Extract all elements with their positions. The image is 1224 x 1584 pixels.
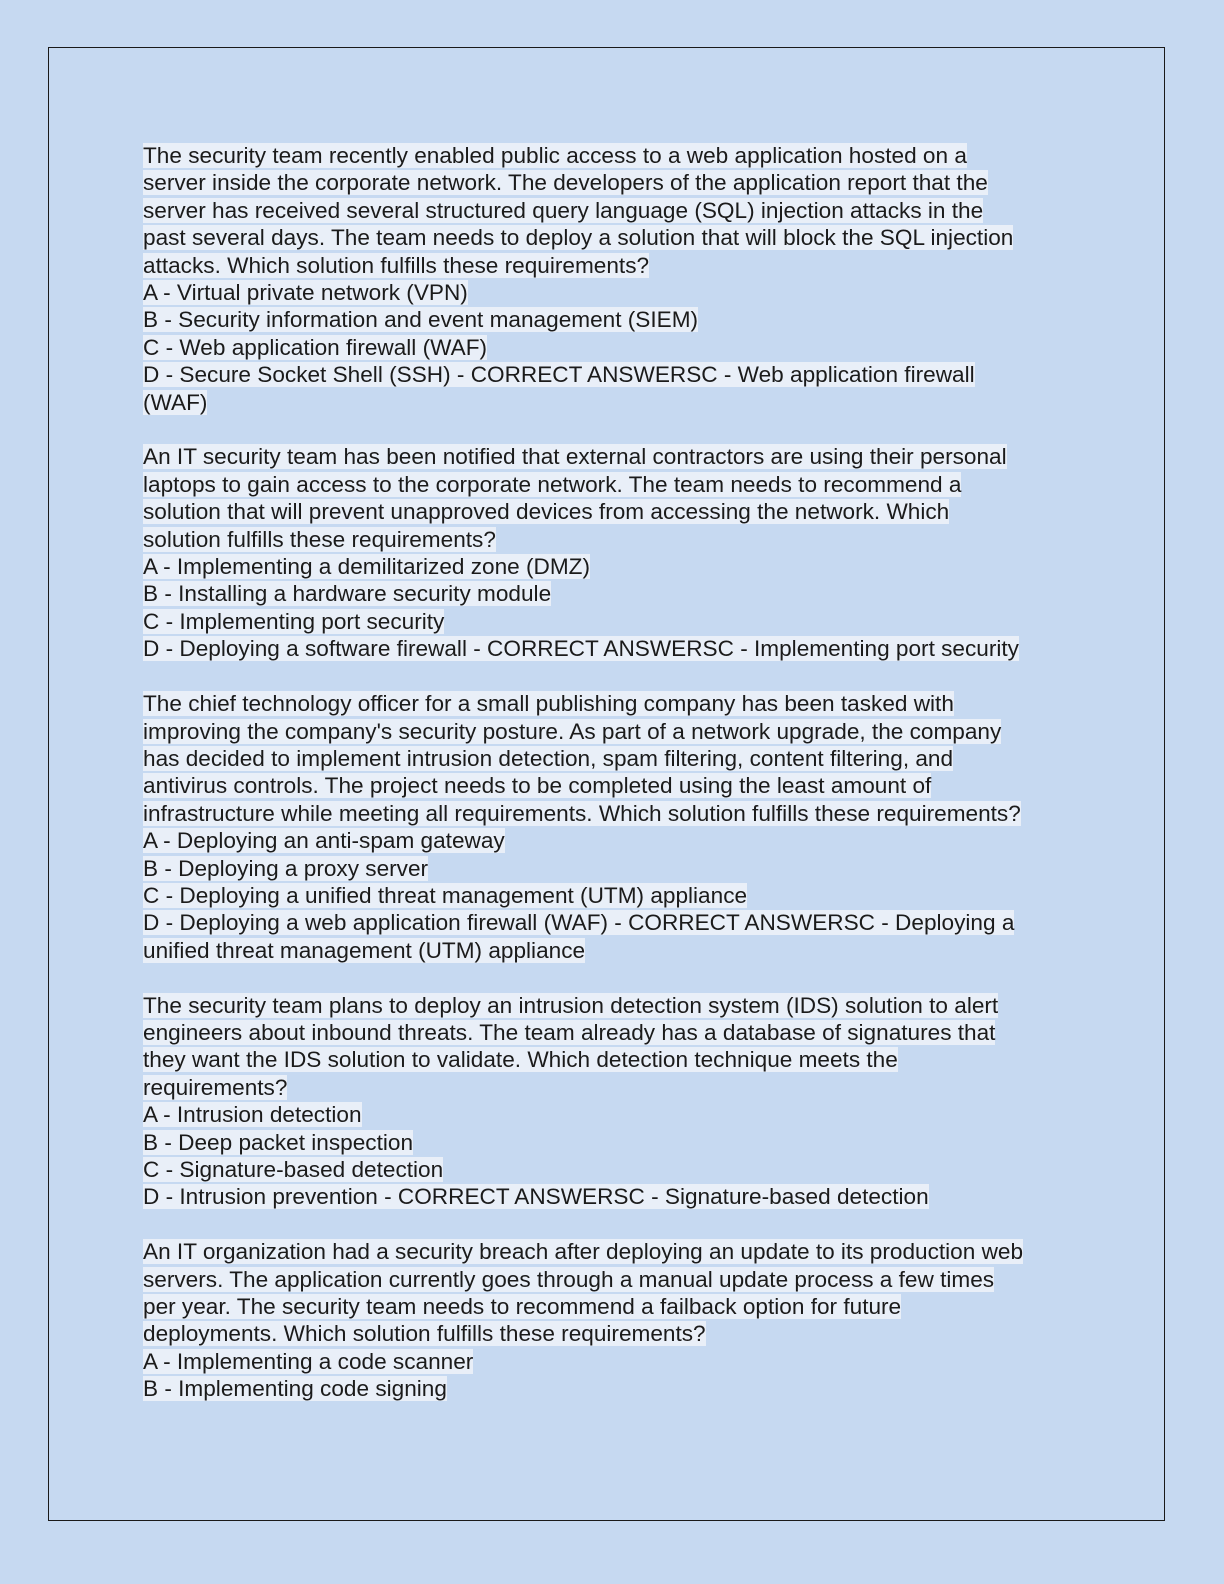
text-line: antivirus controls. The project needs to be completed using the least amount of bbox=[143, 773, 932, 799]
text-line: An IT organization had a security breach after deploying an update to its production web bbox=[143, 1239, 1024, 1265]
question-block bbox=[143, 443, 1083, 662]
answer-option: D - Deploying a web application firewall (WAF) - CORRECT ANSWERSC - Deploying a bbox=[143, 910, 1015, 936]
text-line: per year. The security team needs to recommend a failback option for future bbox=[143, 1294, 902, 1319]
text-line: attacks. Which solution fulfills these requirements? bbox=[143, 252, 650, 278]
text-line: An IT security team has been notified that external contractors are using their personal bbox=[143, 444, 1007, 470]
text-line: engineers about inbound threats. The team already has a database of signatures that bbox=[143, 1019, 996, 1045]
document-content bbox=[143, 142, 1083, 1430]
answer-option: B - Deep packet inspection bbox=[143, 1129, 414, 1155]
text-line: past several days. The team needs to deploy a solution that will block the SQL injection bbox=[143, 225, 1014, 251]
text-line: solution that will prevent unapproved devices from accessing the network. Which bbox=[143, 499, 950, 525]
answer-option: C - Implementing port security bbox=[143, 608, 445, 634]
answer-option: A - Deploying an anti-spam gateway bbox=[143, 828, 505, 854]
text-line: server inside the corporate network. The developers of the application report that the bbox=[143, 170, 988, 196]
question-block bbox=[143, 1238, 1083, 1402]
answer-option: A - Virtual private network (VPN) bbox=[143, 280, 468, 306]
text-line: they want the IDS solution to validate. Which detection technique meets the bbox=[143, 1047, 898, 1073]
text-line: laptops to gain access to the corporate network. The team needs to recommend a bbox=[143, 471, 962, 497]
answer-option: A - Implementing a demilitarized zone (DMZ) bbox=[143, 554, 591, 580]
text-line: (WAF) bbox=[143, 389, 208, 415]
text-line: improving the company's security posture. As part of a network upgrade, the company bbox=[143, 718, 1002, 744]
text-line: solution fulfills these requirements? bbox=[143, 526, 496, 552]
text-line: has decided to implement intrusion detection, spam filtering, content filtering, and bbox=[143, 745, 954, 771]
answer-option: D - Secure Socket Shell (SSH) - CORRECT ANSWERSC - Web application firewall bbox=[143, 362, 975, 388]
answer-option: C - Web application firewall (WAF) bbox=[143, 334, 488, 360]
answer-option: B - Implementing code signing bbox=[143, 1376, 447, 1402]
text-line: The security team plans to deploy an intrusion detection system (IDS) solution to alert bbox=[143, 992, 999, 1018]
text-line: server has received several structured query language (SQL) injection attacks in the bbox=[143, 197, 984, 223]
text-line: deployments. Which solution fulfills these requirements? bbox=[143, 1321, 706, 1347]
text-line: unified threat management (UTM) appliance bbox=[143, 937, 586, 963]
answer-option: C - Signature-based detection bbox=[143, 1156, 444, 1182]
question-block bbox=[143, 142, 1083, 416]
answer-option: A - Intrusion detection bbox=[143, 1102, 362, 1128]
question-block bbox=[143, 992, 1083, 1211]
text-line: infrastructure while meeting all requirements. Which solution fulfills these requirements? bbox=[143, 800, 1021, 826]
text-line: The chief technology officer for a small publishing company has been tasked with bbox=[143, 691, 954, 717]
answer-option: D - Intrusion prevention - CORRECT ANSWERSC - Signature-based detection bbox=[143, 1184, 929, 1210]
answer-option: A - Implementing a code scanner bbox=[143, 1348, 474, 1374]
answer-option: C - Deploying a unified threat management (UTM) appliance bbox=[143, 882, 748, 908]
answer-option: B - Installing a hardware security module bbox=[143, 581, 552, 607]
text-line: requirements? bbox=[143, 1074, 288, 1100]
answer-option: B - Deploying a proxy server bbox=[143, 855, 429, 881]
question-block bbox=[143, 690, 1083, 964]
answer-option: B - Security information and event management (SIEM) bbox=[143, 307, 699, 333]
answer-option: D - Deploying a software firewall - CORRECT ANSWERSC - Implementing port security bbox=[143, 636, 1019, 662]
text-line: servers. The application currently goes through a manual update process a few times bbox=[143, 1266, 995, 1292]
text-line: The security team recently enabled public access to a web application hosted on a bbox=[143, 143, 967, 168]
